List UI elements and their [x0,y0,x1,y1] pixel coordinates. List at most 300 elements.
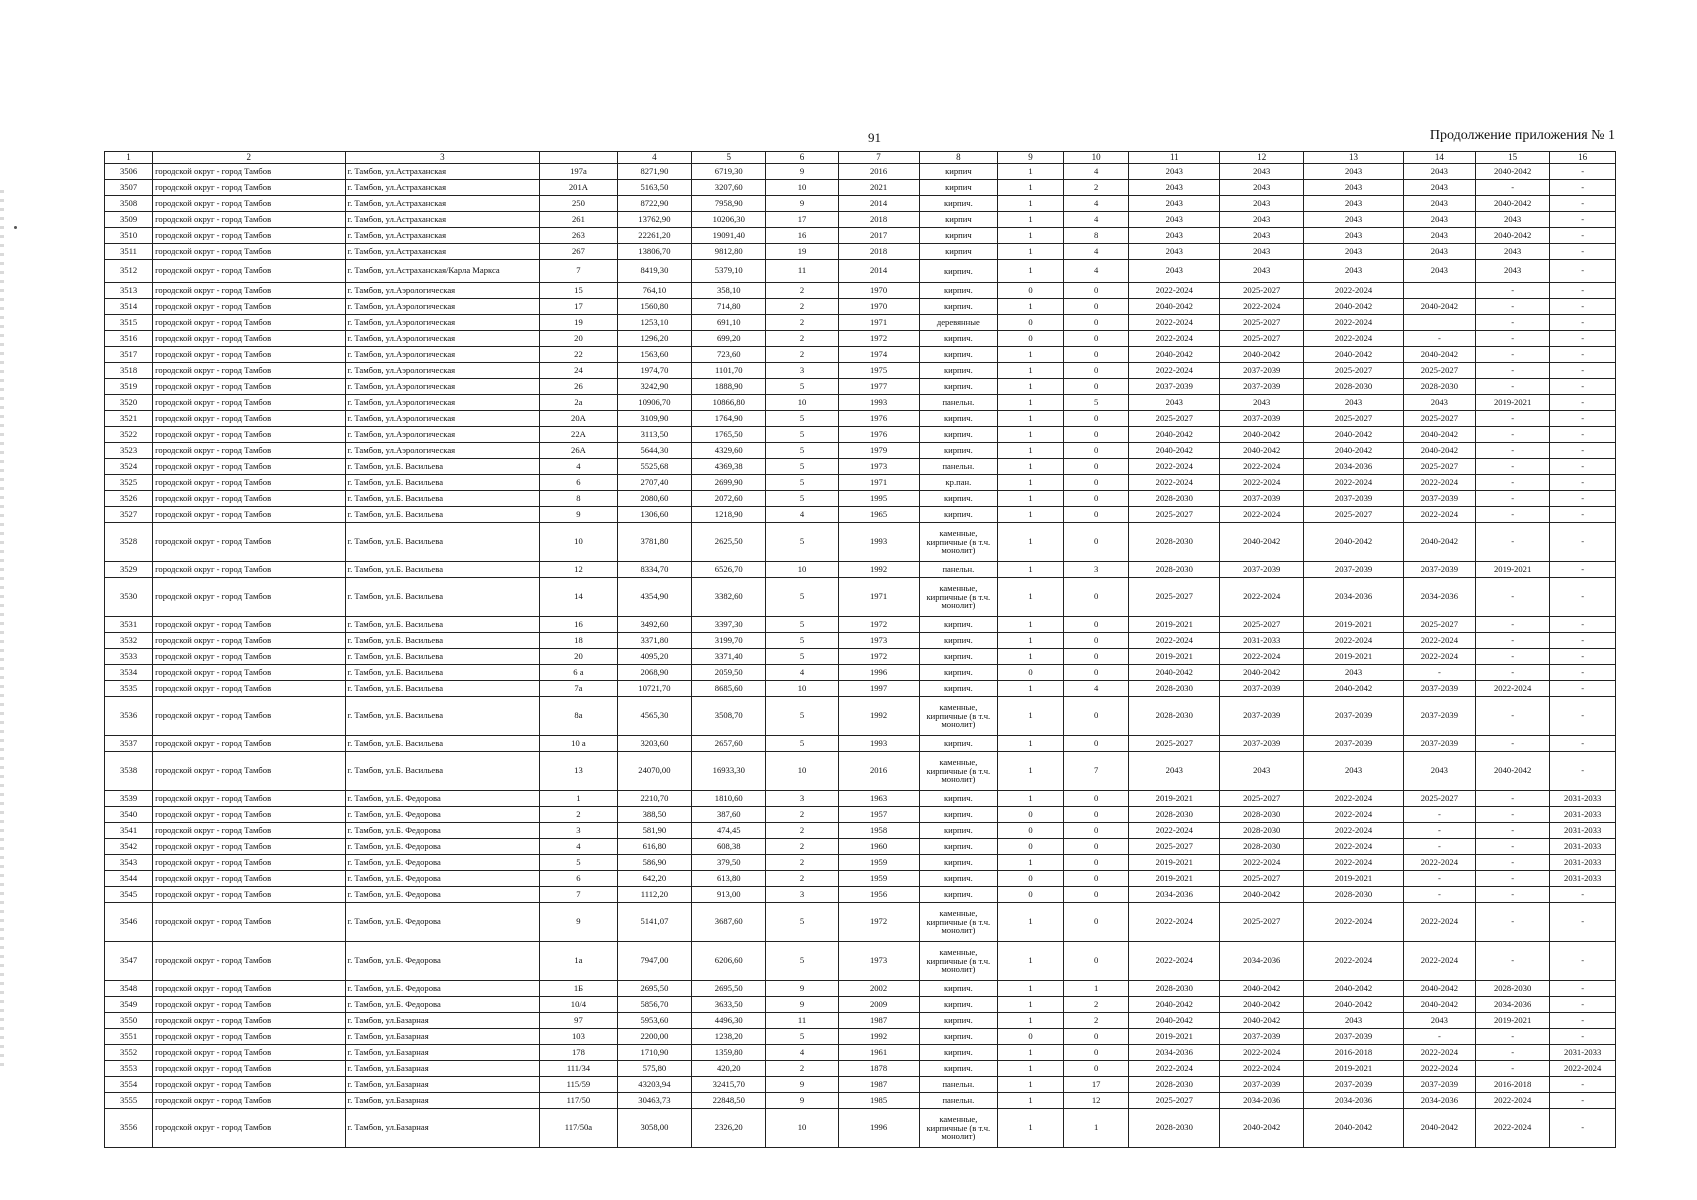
table-cell: 2019-2021 [1304,871,1403,887]
table-row [105,617,1616,633]
table-cell: 0 [1063,523,1129,562]
table-cell: городской округ - город Тамбов [153,363,345,379]
table-row [105,283,1616,299]
table-cell: 2025-2027 [1220,903,1304,942]
table-cell: г. Тамбов, ул.Астраханская [345,196,540,212]
table-cell: 714,80 [692,299,766,315]
table-cell: 2034-2036 [1129,1045,1220,1061]
table-cell: 3109,90 [617,411,691,427]
table-cell: 0 [998,283,1064,299]
table-cell: 2018 [838,212,919,228]
table-cell: - [1550,347,1616,363]
table-cell: 0 [1063,855,1129,871]
table-cell: - [1403,839,1475,855]
table-cell: 2 [766,331,838,347]
table-cell: 2016 [838,752,919,791]
table-cell: 117/50 [540,1093,618,1109]
table-cell: г. Тамбов, ул.Астраханская [345,244,540,260]
table-cell: 2019-2021 [1475,562,1549,578]
table-cell: 1987 [838,1013,919,1029]
table-cell: городской округ - город Тамбов [153,1061,345,1077]
table-cell: 10906,70 [617,395,691,411]
table-cell: 2031-2033 [1550,855,1616,871]
table-cell: 5 [766,697,838,736]
table-cell: 1 [998,578,1064,617]
table-cell: 575,80 [617,1061,691,1077]
table-cell: 2022-2024 [1220,649,1304,665]
table-cell: 0 [998,315,1064,331]
table-cell: 2043 [1129,244,1220,260]
table-cell: 1961 [838,1045,919,1061]
table-cell: городской округ - город Тамбов [153,649,345,665]
table-row [105,212,1616,228]
table-cell: 12 [540,562,618,578]
table-cell: г. Тамбов, ул.Б. Федорова [345,839,540,855]
table-cell: городской округ - город Тамбов [153,562,345,578]
table-cell: 2034-2036 [1304,459,1403,475]
table-cell: 2040-2042 [1129,427,1220,443]
table-cell: 2037-2039 [1403,681,1475,697]
table-cell: - [1475,1045,1549,1061]
table-cell: г. Тамбов, ул.Б. Васильева [345,523,540,562]
table-cell: 0 [998,1029,1064,1045]
table-cell: - [1550,379,1616,395]
table-cell: 1101,70 [692,363,766,379]
column-header-12: 12 [1220,152,1304,164]
table-cell: 2009 [838,997,919,1013]
table-cell: - [1403,331,1475,347]
table-cell: г. Тамбов, ул.Базарная [345,1029,540,1045]
table-cell: 24070,00 [617,752,691,791]
table-cell: - [1550,942,1616,981]
table-cell: 2 [1063,997,1129,1013]
table-cell: кирпич. [919,443,998,459]
table-cell: 7 [540,260,618,283]
table-cell: 3530 [105,578,153,617]
table-cell: кирпич. [919,981,998,997]
table-cell: 16 [766,228,838,244]
table-cell: городской округ - город Тамбов [153,942,345,981]
table-cell: кирпич. [919,196,998,212]
table-cell: 2043 [1220,228,1304,244]
table-cell: 5953,60 [617,1013,691,1029]
table-cell: 2022-2024 [1304,315,1403,331]
table-cell: 2043 [1220,260,1304,283]
table-cell: 3781,80 [617,523,691,562]
table-cell: 0 [1063,633,1129,649]
table-cell: 2210,70 [617,791,691,807]
table-cell: 1977 [838,379,919,395]
table-cell: 3 [766,791,838,807]
table-cell: кирпич. [919,1029,998,1045]
table-cell: - [1475,347,1549,363]
table-cell: 13 [540,752,618,791]
table-cell: 19 [540,315,618,331]
table-cell: 2037-2039 [1304,1077,1403,1093]
table-cell: кирпич. [919,823,998,839]
table-cell: 1993 [838,395,919,411]
table-cell: 1959 [838,871,919,887]
table-cell: 0 [1063,347,1129,363]
table-cell: городской округ - город Тамбов [153,411,345,427]
table-cell: 0 [1063,736,1129,752]
table-cell: - [1475,315,1549,331]
continuation-caption: Продолжение приложения № 1 [1429,128,1615,143]
table-cell: 1993 [838,736,919,752]
table-row [105,228,1616,244]
table-cell: 691,10 [692,315,766,331]
table-cell: кирпич. [919,665,998,681]
table-cell: 9 [540,507,618,523]
table-cell: кирпич. [919,491,998,507]
table-cell: 1971 [838,578,919,617]
table-row [105,871,1616,887]
table-cell: 2022-2024 [1304,283,1403,299]
table-cell: 2031-2033 [1220,633,1304,649]
table-row [105,299,1616,315]
table-cell: 20А [540,411,618,427]
table-cell: 3550 [105,1013,153,1029]
table-cell: - [1475,887,1549,903]
table-cell: 5 [766,617,838,633]
table-cell: 1253,10 [617,315,691,331]
table-cell: 1 [998,697,1064,736]
table-cell: панельн. [919,459,998,475]
table-cell: 1972 [838,617,919,633]
table-cell: 2022-2024 [1304,331,1403,347]
table-cell: 2043 [1304,244,1403,260]
table-row [105,981,1616,997]
table-cell: - [1550,1013,1616,1029]
table-cell: 2037-2039 [1220,697,1304,736]
table-cell: 3520 [105,395,153,411]
table-cell: 7а [540,681,618,697]
table-cell: 2022-2024 [1475,681,1549,697]
table-cell: 2025-2027 [1220,283,1304,299]
table-cell: 22848,50 [692,1093,766,1109]
table-cell: г. Тамбов, ул.Базарная [345,1013,540,1029]
table-cell: кирпич. [919,681,998,697]
table-cell: 2022-2024 [1403,903,1475,942]
table-cell: 2695,50 [617,981,691,997]
table-cell: 3554 [105,1077,153,1093]
table-cell: 17 [1063,1077,1129,1093]
table-row [105,260,1616,283]
table-cell: г. Тамбов, ул.Базарная [345,1109,540,1148]
table-cell: 3507 [105,180,153,196]
table-cell: 2025-2027 [1403,791,1475,807]
table-cell: 1970 [838,299,919,315]
table-cell: 26А [540,443,618,459]
table-cell: 2028-2030 [1129,523,1220,562]
table-cell: - [1475,283,1549,299]
table-cell: кирпич. [919,363,998,379]
table-cell: - [1550,1109,1616,1148]
table-cell: 2022-2024 [1220,578,1304,617]
table-cell: 1992 [838,562,919,578]
table-cell: 1992 [838,1029,919,1045]
table-row [105,649,1616,665]
table-cell: 0 [998,871,1064,887]
table-cell: 2019-2021 [1129,871,1220,887]
table-cell: г. Тамбов, ул.Б. Васильева [345,507,540,523]
table-cell: 2025-2027 [1129,736,1220,752]
table-cell: 3492,60 [617,617,691,633]
table-cell: - [1550,681,1616,697]
table-cell: 10 [766,180,838,196]
table-cell: 2037-2039 [1220,363,1304,379]
table-cell: 2034-2036 [1304,578,1403,617]
table-cell: 9 [766,164,838,180]
table-cell: 1 [998,903,1064,942]
table-cell: кирпич. [919,997,998,1013]
table-cell: 3549 [105,997,153,1013]
table-cell: - [1550,491,1616,507]
table-cell: 2040-2042 [1475,196,1549,212]
table-cell: 2028-2030 [1129,1109,1220,1148]
table-cell: 0 [1063,1045,1129,1061]
table-cell: городской округ - город Тамбов [153,1045,345,1061]
table-cell: 2 [766,283,838,299]
table-cell: 1 [998,347,1064,363]
table-cell: городской округ - город Тамбов [153,807,345,823]
table-cell: - [1475,363,1549,379]
table-cell: городской округ - город Тамбов [153,887,345,903]
table-cell: - [1475,942,1549,981]
table-cell: 6206,60 [692,942,766,981]
table-row [105,507,1616,523]
table-cell: 1963 [838,791,919,807]
table-cell: 3535 [105,681,153,697]
table-cell: 10206,30 [692,212,766,228]
table-cell: городской округ - город Тамбов [153,839,345,855]
table-cell: 1888,90 [692,379,766,395]
table-cell: панельн. [919,1093,998,1109]
table-cell: городской округ - город Тамбов [153,997,345,1013]
table-cell: 2019-2021 [1129,855,1220,871]
table-cell: 2040-2042 [1129,1013,1220,1029]
table-cell: 388,50 [617,807,691,823]
table-cell: городской округ - город Тамбов [153,617,345,633]
table-cell: 2657,60 [692,736,766,752]
table-cell: 1960 [838,839,919,855]
table-cell: 1959 [838,855,919,871]
table-cell: 2028-2030 [1304,887,1403,903]
table-cell: 1 [998,180,1064,196]
table-cell: 3511 [105,244,153,260]
table-cell: 2040-2042 [1304,681,1403,697]
table-cell: г. Тамбов, ул.Б. Федорова [345,807,540,823]
column-header-5: 5 [692,152,766,164]
table-cell: 2 [766,299,838,315]
table-cell: кирпич. [919,1045,998,1061]
table-cell: 4 [1063,260,1129,283]
table-cell: 2025-2027 [1220,331,1304,347]
table-cell: 2040-2042 [1220,443,1304,459]
table-cell: 20 [540,649,618,665]
table-cell: 2040-2042 [1220,887,1304,903]
table-cell: 1971 [838,475,919,491]
table-cell: 2040-2042 [1475,164,1549,180]
table-cell: - [1550,507,1616,523]
table-cell: г. Тамбов, ул.Аэрологическая [345,331,540,347]
table-cell: 1 [998,443,1064,459]
table-cell: 0 [1063,1061,1129,1077]
table-cell: 4496,30 [692,1013,766,1029]
table-cell: 2022-2024 [1403,855,1475,871]
table-cell: 2022-2024 [1304,855,1403,871]
table-row [105,1077,1616,1093]
table-cell: - [1475,1061,1549,1077]
table-cell: городской округ - город Тамбов [153,260,345,283]
table-cell: - [1403,887,1475,903]
table-cell: городской округ - город Тамбов [153,578,345,617]
table-cell: 1 [998,997,1064,1013]
table-cell: 2043 [1129,180,1220,196]
table-cell: 0 [1063,283,1129,299]
table-cell: 3544 [105,871,153,887]
table-cell: городской округ - город Тамбов [153,855,345,871]
table-cell: 2326,20 [692,1109,766,1148]
table-cell: 32415,70 [692,1077,766,1093]
table-cell: 616,80 [617,839,691,855]
table-cell: 3516 [105,331,153,347]
table-row [105,363,1616,379]
table-cell: 1979 [838,443,919,459]
table-cell: 3532 [105,633,153,649]
table-cell: 2021 [838,180,919,196]
column-header-16: 16 [1550,152,1616,164]
column-header-8: 8 [919,152,998,164]
table-cell: городской округ - город Тамбов [153,491,345,507]
table-cell: 1 [998,855,1064,871]
table-cell: 2040-2042 [1129,997,1220,1013]
table-cell: 0 [1063,491,1129,507]
table-cell: 0 [1063,443,1129,459]
table-row [105,347,1616,363]
table-cell: 11 [766,260,838,283]
column-header-15: 15 [1475,152,1549,164]
table-cell: 2 [766,839,838,855]
table-cell: кирпич. [919,347,998,363]
table-cell: 15 [540,283,618,299]
table-cell: 1296,20 [617,331,691,347]
table-cell: г. Тамбов, ул.Аэрологическая [345,347,540,363]
table-cell: - [1550,523,1616,562]
table-cell: 2022-2024 [1220,855,1304,871]
table-cell: г. Тамбов, ул.Аэрологическая [345,299,540,315]
table-cell: 1 [998,1061,1064,1077]
table-cell: 1 [998,649,1064,665]
table-cell: кирпич [919,164,998,180]
table-cell: 1878 [838,1061,919,1077]
table-cell: 3526 [105,491,153,507]
table-cell: 6 [540,475,618,491]
table-cell: - [1475,491,1549,507]
table-cell: городской округ - город Тамбов [153,212,345,228]
table-cell: 723,60 [692,347,766,363]
table-cell: 1 [998,942,1064,981]
table-cell: г. Тамбов, ул.Б. Федорова [345,942,540,981]
table-cell: - [1550,665,1616,681]
table-row [105,681,1616,697]
table-cell: 2028-2030 [1304,379,1403,395]
table-cell: 2200,00 [617,1029,691,1045]
table-cell: 2028-2030 [1220,807,1304,823]
table-cell: г. Тамбов, ул.Б. Васильева [345,562,540,578]
table-cell: 5 [766,736,838,752]
table-cell: 2043 [1220,244,1304,260]
table-cell: 3113,50 [617,427,691,443]
column-header-4: 4 [617,152,691,164]
table-cell: 0 [1063,697,1129,736]
table-cell: 3 [1063,562,1129,578]
table-row [105,491,1616,507]
table-cell: каменные, кирпичные (в т.ч. монолит) [919,903,998,942]
table-cell: 3515 [105,315,153,331]
table-cell: 2019-2021 [1129,1029,1220,1045]
table-cell: 2034-2036 [1304,1093,1403,1109]
table-cell: - [1550,443,1616,459]
table-cell: 1992 [838,697,919,736]
table-row [105,1061,1616,1077]
table-cell: 2025-2027 [1220,617,1304,633]
table-cell: г. Тамбов, ул.Б. Васильева [345,617,540,633]
table-cell: - [1475,299,1549,315]
table-cell: 2022-2024 [1129,475,1220,491]
table-cell: 2040-2042 [1129,299,1220,315]
table-cell: - [1475,1029,1549,1045]
table-cell: - [1475,578,1549,617]
table-cell: 2037-2039 [1304,1029,1403,1045]
table-cell: 3556 [105,1109,153,1148]
table-cell: - [1475,807,1549,823]
table-cell: 3508 [105,196,153,212]
table-cell: 4354,90 [617,578,691,617]
table-cell: - [1550,736,1616,752]
table-cell: г. Тамбов, ул.Астраханская [345,228,540,244]
table-cell: кирпич. [919,839,998,855]
table-cell: 4 [1063,212,1129,228]
column-header-0: 1 [105,152,153,164]
table-cell: 2037-2039 [1304,562,1403,578]
table-cell: 1764,90 [692,411,766,427]
table-cell: кирпич. [919,507,998,523]
table-cell: кирпич. [919,260,998,283]
table-cell: 379,50 [692,855,766,871]
table-cell: - [1475,649,1549,665]
table-cell: 250 [540,196,618,212]
table-cell: 4369,38 [692,459,766,475]
table-cell: 3510 [105,228,153,244]
table-cell: 5141,07 [617,903,691,942]
table-cell: - [1475,823,1549,839]
table-cell: г. Тамбов, ул.Б. Федорова [345,823,540,839]
table-cell: 5 [766,903,838,942]
table-cell: 2025-2027 [1129,839,1220,855]
table-cell: 4 [1063,196,1129,212]
table-cell: - [1550,283,1616,299]
table-row [105,180,1616,196]
table-cell: городской округ - город Тамбов [153,315,345,331]
table-cell: 2025-2027 [1220,791,1304,807]
table-cell: 2022-2024 [1220,459,1304,475]
table-cell: 1 [998,507,1064,523]
table-cell: 5 [766,649,838,665]
table-row [105,823,1616,839]
table-cell: 7958,90 [692,196,766,212]
column-header-13: 13 [1304,152,1403,164]
